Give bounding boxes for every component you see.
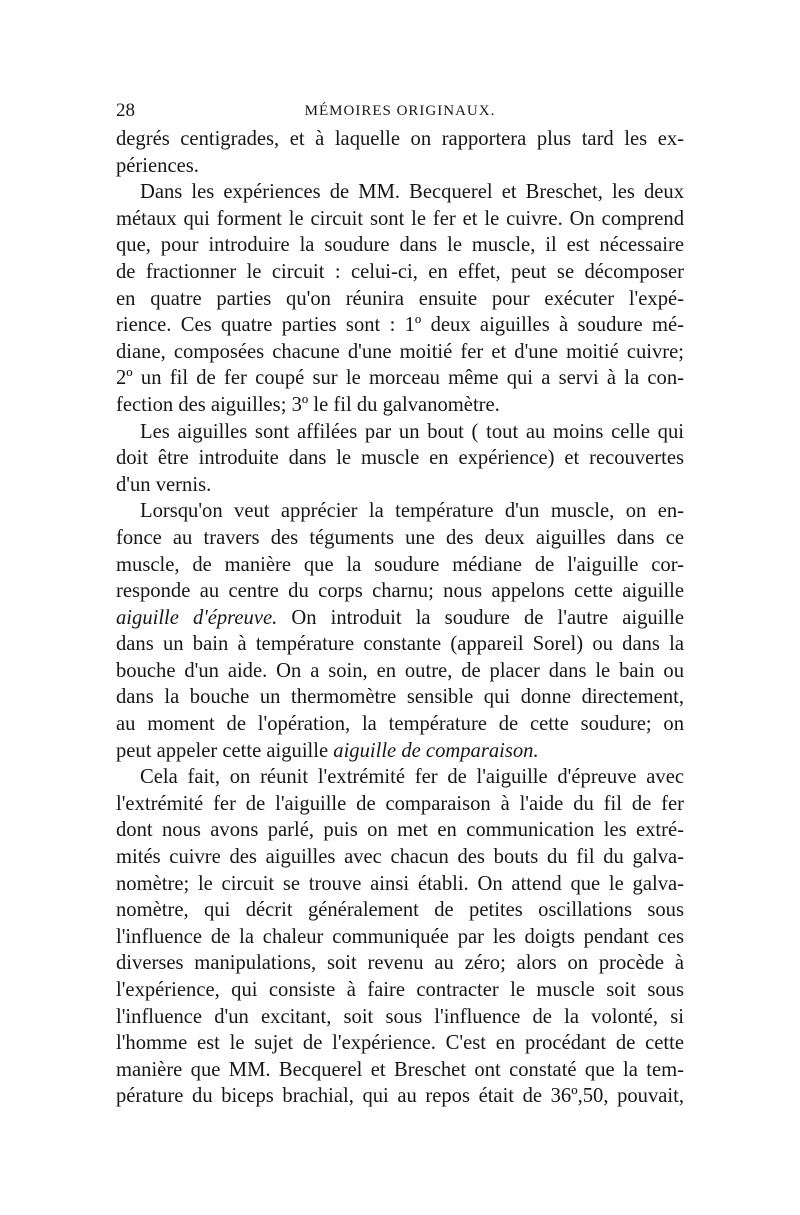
text-line: muscle, de manière que la soudure médiane de l'aiguille cor- — [116, 553, 684, 576]
running-title: MÉMOIRES ORIGINAUX. — [304, 103, 496, 119]
text-line: Cela fait, on réunit l'extrémité fer de l'aiguille d'épreuve avec — [140, 766, 684, 789]
text-line: pérature du biceps brachial, qui au repos était de 36º,50, pouvait, — [116, 1085, 684, 1108]
italic-term: aiguille de comparaison. — [333, 739, 539, 762]
text-line: Les aiguilles sont affilées par un bout ( tout au moins celle qui — [140, 420, 684, 443]
text-line: l'homme est le sujet de l'expérience. C'est en procédant de cette — [116, 1032, 684, 1055]
text-line: responde au centre du corps charnu; nous appelons cette aiguille — [116, 580, 684, 603]
text-segment: peut appeler cette aiguille — [116, 739, 334, 762]
text-line: métaux qui forment le circuit sont le fer et le cuivre. On comprend — [116, 207, 684, 230]
text-line: au moment de l'opération, la température de cette soudure; on — [116, 713, 684, 736]
text-line: fection des aiguilles; 3º le fil du galvanomètre. — [116, 393, 500, 416]
running-head — [116, 98, 684, 124]
text-line: l'influence de la chaleur communiquée par les doigts pendant ces — [116, 925, 684, 948]
text-line: doit être introduite dans le muscle en expérience) et recouvertes — [116, 447, 684, 470]
text-line: dont nous avons parlé, puis on met en communication les extré- — [116, 819, 684, 842]
text-line: nomètre, qui décrit généralement de petites oscillations sous — [116, 899, 684, 922]
text-line: de fractionner le circuit : celui-ci, en effet, peut se décomposer — [116, 260, 684, 283]
italic-term: aiguille d'épreuve. — [116, 606, 278, 629]
text-line — [116, 605, 684, 632]
text-line: nomètre; le circuit se trouve ainsi établi. On attend que le galva- — [116, 872, 684, 895]
text-line: que, pour introduire la soudure dans le muscle, il est nécessaire — [116, 234, 684, 257]
text-line: degrés centigrades, et à laquelle on rapportera plus tard les ex- — [116, 128, 684, 150]
text-line: en quatre parties qu'on réunira ensuite pour exécuter l'expé- — [116, 287, 684, 310]
text-line: dans la bouche un thermomètre sensible qui donne directement, — [116, 686, 684, 709]
text-line: diane, composées chacune d'une moitié fer et d'une moitié cuivre; — [116, 340, 684, 363]
text-line: Dans les expériences de MM. Becquerel et Breschet, les deux — [140, 181, 684, 204]
text-line: l'expérience, qui consiste à faire contracter le muscle soit sous — [116, 979, 684, 1001]
text-line: d'un vernis. — [116, 473, 212, 496]
text-line: bouche d'un aide. On a soin, en outre, de placer dans le bain ou — [116, 659, 684, 682]
text-segment: On introduit la soudure de l'autre aiguille — [277, 606, 684, 629]
text-line: fonce au travers des téguments une des deux aiguilles dans ce — [116, 526, 684, 549]
text-line: 2º un fil de fer coupé sur le morceau même qui a servi à la con- — [116, 367, 684, 390]
text-line: diverses manipulations, soit revenu au zéro; alors on procède à — [116, 952, 684, 975]
text-line: mités cuivre des aiguilles avec chacun des bouts du fil du galva- — [116, 846, 684, 869]
text-line: l'influence d'un excitant, soit sous l'influence de la volonté, si — [116, 1005, 684, 1028]
text-line: Lorsqu'on veut apprécier la température d'un muscle, on en- — [140, 500, 684, 523]
text-line: l'extrémité fer de l'aiguille de comparaison à l'aide du fil de fer — [116, 792, 684, 815]
text-line — [116, 738, 684, 765]
text-line: manière que MM. Becquerel et Breschet ont constaté que la tem- — [116, 1058, 684, 1081]
text-line: rience. Ces quatre parties sont : 1º deux aiguilles à soudure mé- — [116, 314, 684, 337]
page-number: 28 — [116, 100, 135, 121]
body-text — [116, 126, 684, 1110]
text-line: dans un bain à température constante (appareil Sorel) ou dans la — [116, 633, 684, 656]
book-page — [116, 98, 684, 1110]
text-line: périences. — [116, 154, 199, 177]
